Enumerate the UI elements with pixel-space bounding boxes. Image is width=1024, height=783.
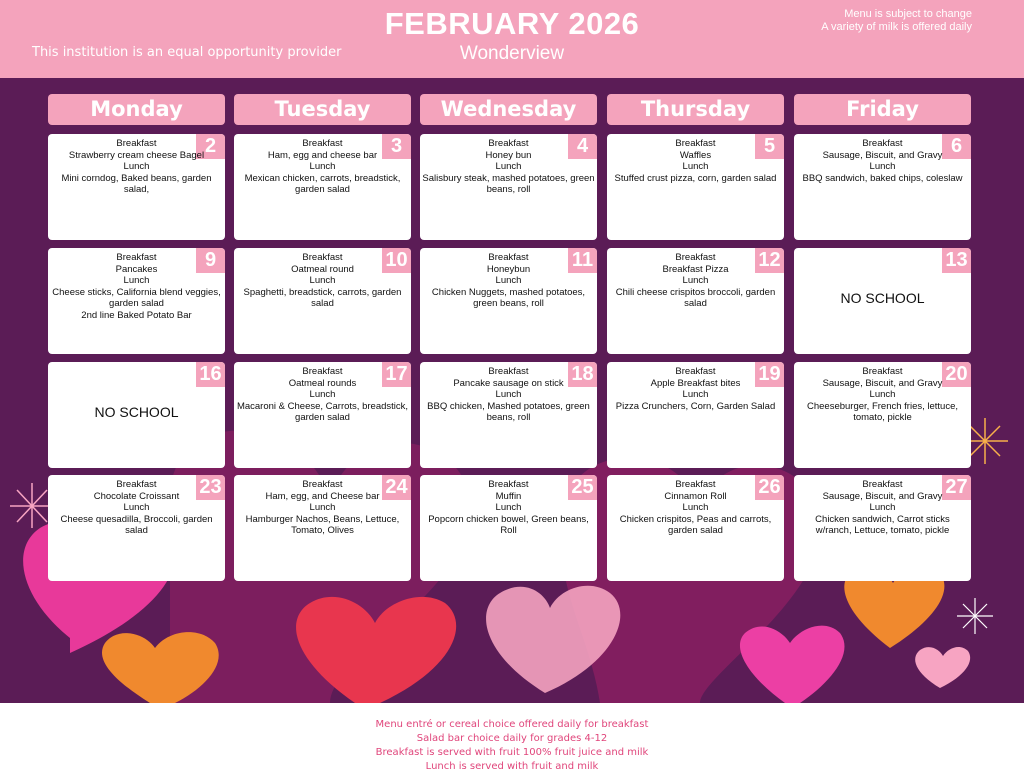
day-header-thursday: Thursday [607,94,784,125]
day-cell [48,134,225,240]
meal-heading: Lunch [682,275,709,286]
menu-item: BBQ sandwich, baked chips, coleslaw [802,172,963,184]
menu-item: Breakfast Pizza [662,263,729,275]
meal-heading: Lunch [309,502,336,513]
footer-note: Lunch is served with fruit and milk [425,761,599,772]
menu-text [609,138,782,184]
date-number: 25 [568,475,597,500]
menu-text [422,366,595,424]
day-cell [48,362,225,468]
menu-notes [732,8,972,34]
menu-item: Spaghetti, breadstick, carrots, garden salad [243,286,402,309]
day-cell [607,248,784,354]
menu-item: Chili cheese crispitos broccoli, garden salad [615,286,776,309]
date-number: 11 [568,248,597,273]
date-number: 24 [382,475,411,500]
menu-item: Cheese quesadilla, Broccoli, garden salad [60,513,213,536]
menu-item: Popcorn chicken bowel, Green beans, Roll [428,513,589,536]
meal-heading: Breakfast [116,479,157,490]
date-number: 10 [382,248,411,273]
menu-item: Oatmeal round [291,263,354,275]
menu-text [609,252,782,310]
meal-heading: Lunch [309,161,336,172]
meal-heading: Lunch [869,389,896,400]
menu-text [236,479,409,537]
meal-heading: Lunch [495,275,522,286]
day-header-wednesday: Wednesday [420,94,597,125]
menu-text [422,479,595,537]
menu-item: Mini corndog, Baked beans, garden salad, [61,172,212,195]
menu-text [796,479,969,537]
date-number: 19 [755,362,784,387]
day-cell [234,475,411,581]
date-number: 2 [196,134,225,159]
school-name: Wonderview [459,43,565,64]
menu-item: Hamburger Nachos, Beans, Lettuce, Tomato, Olives [245,513,400,536]
menu-item: Ham, egg and cheese bar [267,149,378,161]
date-number: 27 [942,475,971,500]
no-school-label: NO SCHOOL [840,290,925,306]
meal-heading: Lunch [309,389,336,400]
menu-text [236,138,409,196]
menu-item: Apple Breakfast bites [650,377,741,389]
date-number: 6 [942,134,971,159]
date-number: 17 [382,362,411,387]
menu-item: Oatmeal rounds [288,377,357,389]
meal-heading: Lunch [869,502,896,513]
menu-item: Stuffed crust pizza, corn, garden salad [614,172,777,184]
footer-note: Menu entré or cereal choice offered daily for breakfast [375,719,649,730]
menu-text [609,366,782,412]
meal-heading: Lunch [682,502,709,513]
menu-text [422,252,595,310]
menu-item: Cheese sticks, California blend veggies, garden salad [52,286,221,309]
menu-item: Mexican chicken, carrots, breadstick, garden salad [244,172,401,195]
meal-heading: Breakfast [302,479,343,490]
day-cell [48,248,225,354]
menu-text [50,252,223,321]
meal-heading: Breakfast [488,366,529,377]
menu-item: Salisbury steak, mashed potatoes, green beans, roll [422,172,595,195]
menu-item: Cinnamon Roll [664,490,727,502]
day-cell [607,475,784,581]
day-header-monday: Monday [48,94,225,125]
meal-heading: Lunch [309,275,336,286]
day-cell [794,362,971,468]
meal-heading: Breakfast [302,252,343,263]
meal-heading: Breakfast [116,252,157,263]
meal-heading: Breakfast [488,138,529,149]
meal-heading: Breakfast [488,252,529,263]
menu-item: Macaroni & Cheese, Carrots, breadstick, garden salad [236,400,409,423]
menu-item: Chocolate Croissant [93,490,180,502]
day-cell [420,475,597,581]
menu-text [50,479,223,537]
day-cell [420,248,597,354]
menu-item: Sausage, Biscuit, and Gravy [822,490,943,502]
day-header-friday: Friday [794,94,971,125]
menu-item: Sausage, Biscuit, and Gravy [822,149,943,161]
day-cell [420,134,597,240]
meal-heading: Lunch [123,275,150,286]
footer-note: Breakfast is served with fruit 100% fruit juice and milk [375,747,649,758]
meal-heading: Breakfast [862,366,903,377]
day-cell [234,248,411,354]
date-number: 26 [755,475,784,500]
menu-item: Honey bun [485,149,532,161]
menu-note: A variety of milk is offered daily [821,21,972,33]
date-number: 20 [942,362,971,387]
meal-heading: Breakfast [675,138,716,149]
meal-heading: Breakfast [675,366,716,377]
date-number: 13 [942,248,971,273]
meal-heading: Lunch [123,161,150,172]
menu-item: Chicken sandwich, Carrot sticks w/ranch, Lettuce, tomato, pickle [815,513,950,536]
meal-heading: Lunch [682,389,709,400]
menu-text [236,366,409,424]
menu-item: Waffles [679,149,712,161]
menu-text [609,479,782,537]
header-banner [0,0,1024,78]
date-number: 5 [755,134,784,159]
menu-item: Pancakes [115,263,158,275]
menu-item: BBQ chicken, Mashed potatoes, green beans, roll [427,400,590,423]
menu-text [796,366,969,424]
menu-item: Chicken Nuggets, mashed potatoes, green beans, roll [431,286,586,309]
meal-heading: Lunch [495,161,522,172]
day-cell [794,475,971,581]
meal-heading: Breakfast [862,479,903,490]
menu-note: Menu is subject to change [844,8,972,20]
meal-heading: Lunch [123,502,150,513]
day-cell [607,362,784,468]
meal-heading: Lunch [682,161,709,172]
menu-item: Sausage, Biscuit, and Gravy [822,377,943,389]
date-number: 16 [196,362,225,387]
meal-heading: Breakfast [116,138,157,149]
meal-heading: Breakfast [302,138,343,149]
date-number: 4 [568,134,597,159]
meal-heading: Breakfast [488,479,529,490]
menu-item: Pizza Crunchers, Corn, Garden Salad [615,400,776,412]
date-number: 18 [568,362,597,387]
menu-item: Chicken crispitos, Peas and carrots, garden salad [619,513,772,536]
menu-item: 2nd line Baked Potato Bar [81,309,192,321]
day-cell [794,248,971,354]
menu-item: Cheeseburger, French fries, lettuce, tomato, pickle [806,400,959,423]
page-title: FEBRUARY 2026 [384,6,640,41]
date-number: 23 [196,475,225,500]
menu-item: Muffin [495,490,522,502]
day-cell [48,475,225,581]
date-number: 12 [755,248,784,273]
meal-heading: Breakfast [675,479,716,490]
meal-heading: Lunch [495,502,522,513]
meal-heading: Breakfast [302,366,343,377]
meal-heading: Lunch [869,161,896,172]
day-cell [234,362,411,468]
menu-item: Honeybun [486,263,531,275]
meal-heading: Lunch [495,389,522,400]
day-cell [234,134,411,240]
menu-text [236,252,409,310]
no-school-label: NO SCHOOL [94,404,179,420]
footer-note: Salad bar choice daily for grades 4-12 [416,733,608,744]
menu-item: Pancake sausage on stick [453,377,564,389]
date-number: 3 [382,134,411,159]
day-header-tuesday: Tuesday [234,94,411,125]
day-cell [420,362,597,468]
menu-text [422,138,595,196]
meal-heading: Breakfast [862,138,903,149]
equal-opportunity-notice: This institution is an equal opportunity provider [32,45,342,60]
day-cell [607,134,784,240]
menu-text [50,138,223,196]
menu-text [796,138,969,184]
day-cell [794,134,971,240]
date-number: 9 [196,248,225,273]
menu-item: Ham, egg, and Cheese bar [265,490,380,502]
menu-item: Strawberry cream cheese Bagel [68,149,205,161]
meal-heading: Breakfast [675,252,716,263]
footer-notes [0,718,1024,774]
